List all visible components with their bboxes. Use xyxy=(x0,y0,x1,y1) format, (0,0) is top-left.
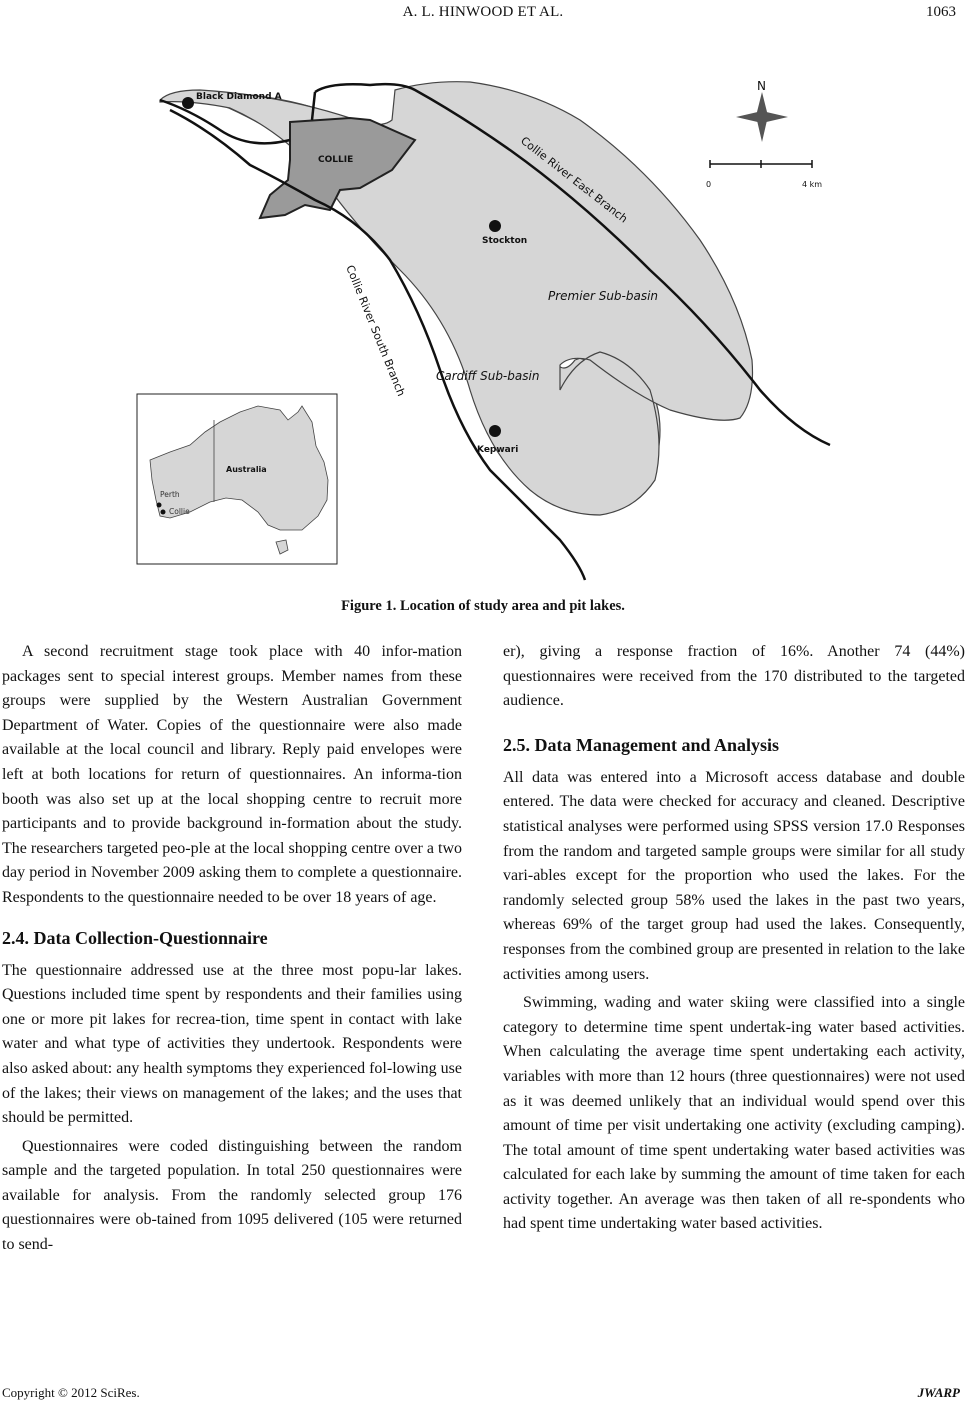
kepwari-label: Kepwari xyxy=(477,445,519,455)
inset-australia-label: Australia xyxy=(226,465,267,474)
left-column xyxy=(2,640,462,1258)
scale-max: 4 km xyxy=(802,180,823,189)
australia-inset xyxy=(137,394,337,564)
inset-collie-label: Collie xyxy=(169,507,190,516)
left-paragraph-3: Questionnaires were coded distinguishing between the random sample and the targeted population. In total 250 questionnaires were available for analysis. From the randomly selected group 176 questionnaires were ob-tained from 1095 delivered (105 were returned to send- xyxy=(2,1137,462,1254)
page-number: 1063 xyxy=(926,4,956,20)
page-header xyxy=(0,4,966,26)
journal-name: JWARP xyxy=(917,1385,960,1400)
right-paragraph-2: All data was entered into a Microsoft access database and double entered. The data were checked for accuracy and cleaned. Descriptive statistical analyses were performed using SPSS version 17.0 Responses from the random and targeted sample groups were similar for all study vari-ables except for the proportion who used the lakes. For the randomly selected group 58% used the lakes in the past two years, whereas 69% of the target group had used the lakes. Consequently, responses from the combined group are presented in relation to the lake activities among users. xyxy=(503,768,965,983)
collie-town-label: COLLIE xyxy=(318,155,354,165)
section-heading-2-5: 2.5. Data Management and Analysis xyxy=(503,734,780,755)
scale-zero: 0 xyxy=(706,180,712,189)
stockton-label: Stockton xyxy=(482,236,528,246)
black-diamond-marker xyxy=(182,97,194,109)
north-label: N xyxy=(757,79,766,93)
kepwari-marker xyxy=(489,425,501,437)
inset-perth-label: Perth xyxy=(160,490,180,499)
cardiff-label: Cardiff Sub-basin xyxy=(436,369,540,383)
section-heading-2-4: 2.4. Data Collection-Questionnaire xyxy=(2,927,268,948)
north-arrow xyxy=(736,79,788,142)
running-title: A. L. HINWOOD ET AL. xyxy=(402,4,564,20)
right-paragraph-1: er), giving a response fraction of 16%. Another 74 (44%) questionnaires were received from the 170 distributed to the targeted audience. xyxy=(503,643,965,710)
east-branch-label: Collie River East Branch xyxy=(518,134,631,226)
scale-bar xyxy=(706,160,822,189)
south-branch-label: Collie River South Branch xyxy=(343,263,408,399)
right-paragraph-3: Swimming, wading and water skiing were classified into a single category to determine time spent undertak-ing water based activities. When calculating the average time spent undertaking each activity, variables with more than 12 hours (three questionnaires) were not used as it was deemed unlikely that an individual would spend over this amount of time per visit undertaking one activity (excluding camping). The total amount of time spent undertaking water based activities was calculated for each lake by summing the amount of time taken for each activity together. An average was then taken of all re-spondents who had spent time undertaking water based activities. xyxy=(503,994,965,1233)
study-area-map xyxy=(130,60,850,585)
left-paragraph-1: A second recruitment stage took place with 40 infor-mation packages sent to special interest groups. Member names from these groups were supplied by the Western Australian Government Department of Water. Copies of the questionnaire were also made available at the local council and library. Reply paid envelopes were left at both locations for return of questionnaires. An informa-tion booth was also set up at the local shopping centre to recruit more participants and to provide background in-formation about the study. The researchers targeted peo-ple at the local shopping centre over a two day period in November 2009 asking them to complete a questionnaire. Respondents to the questionnaire needed to be over 18 years of age. xyxy=(2,643,462,906)
left-paragraph-2: The questionnaire addressed use at the three most popu-lar lakes. Questions included time spent by respondents and their families using one or more pit lakes for recrea-tion, time spent in contact with lake water and what type of activities they undertook. Respondents were also asked about: any health symptoms they experienced fol-lowing use of the lakes; their views on management of the lakes; and the uses that should be permitted. xyxy=(2,961,462,1127)
stockton-marker xyxy=(489,220,501,232)
copyright: Copyright © 2012 SciRes. xyxy=(2,1385,140,1400)
black-diamond-label: Black Diamond A xyxy=(196,92,282,102)
premier-label: Premier Sub-basin xyxy=(548,289,659,303)
figure-caption: Figure 1. Location of study area and pit lakes. xyxy=(341,598,625,614)
right-column xyxy=(503,640,965,1237)
